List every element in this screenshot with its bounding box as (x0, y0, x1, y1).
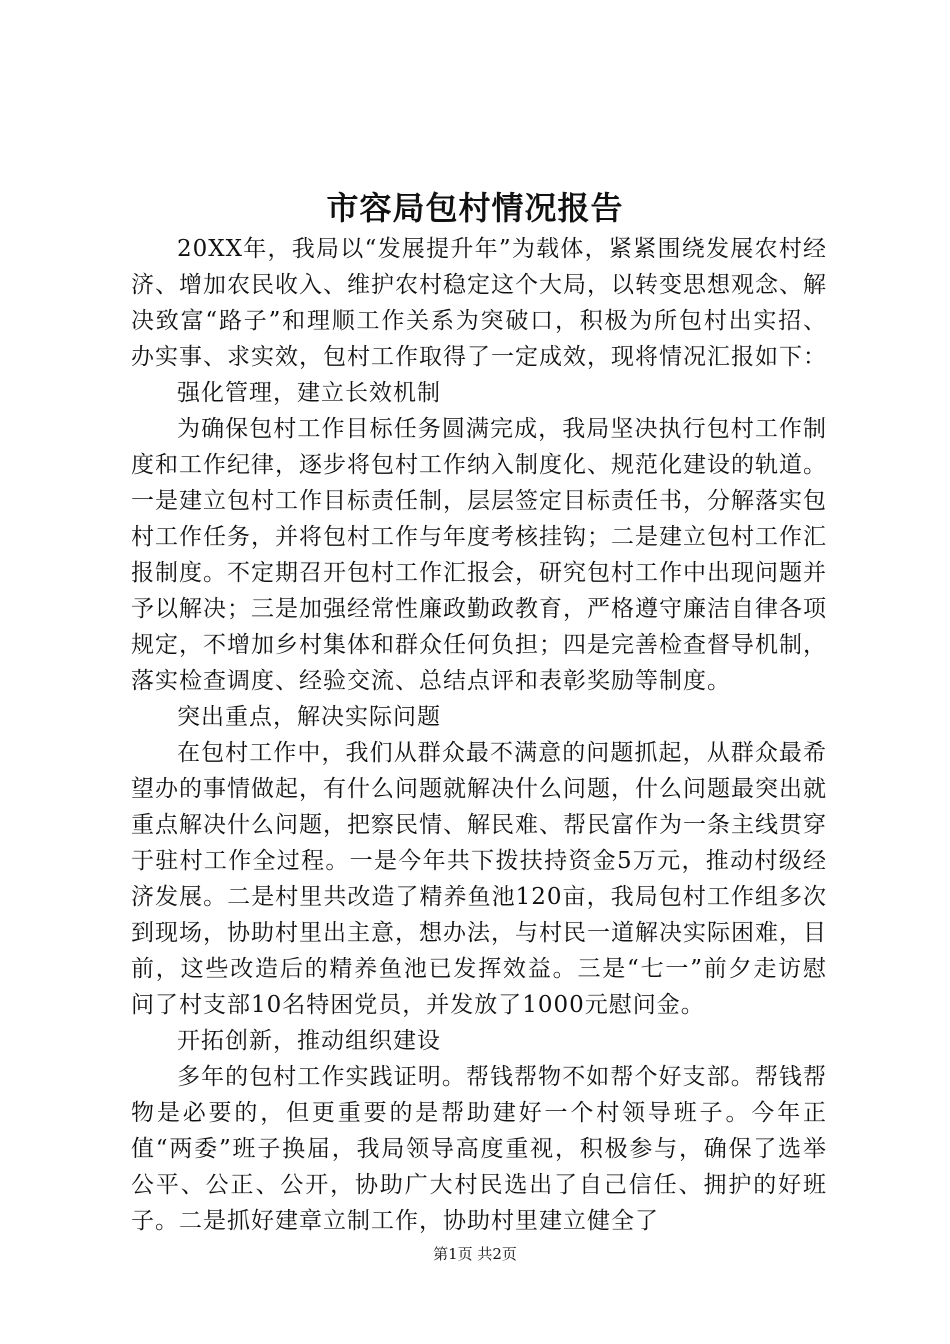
section-heading-1: 强化管理，建立长效机制 (177, 380, 441, 406)
paragraph-section-3: 多年的包村工作实践证明。帮钱帮物不如帮个好支部。帮钱帮物是必要的，但更重要的是帮助建好一个村领导班子。今年正值“两委”班子换届，我局领导高度重视，积极参与，确保了选举公平、公正、公开，协助广大村民选出了自己信任、拥护的好班子。二是抓好建章立制工作，协助村里建立健全了 (131, 1064, 827, 1234)
document-title: 市容局包村情况报告 (326, 189, 624, 227)
document-body (131, 231, 827, 1239)
paragraph-section-2: 在包村工作中，我们从群众最不满意的问题抓起，从群众最希望办的事情做起，有什么问题就解决什么问题，什么问题最突出就重点解决什么问题，把察民情、解民难、帮民富作为一条主线贯穿于驻村工作全过程。一是今年共下拨扶持资金5万元，推动村级经济发展。二是村里共改造了精养鱼池120亩，我局包村工作组多次到现场，协助村里出主意，想办法，与村民一道解决实际困难，目前，这些改造后的精养鱼池已发挥效益。三是“七一”前夕走访慰问了村支部10名特困党员，并发放了1000元慰问金。 (131, 740, 827, 1018)
section-heading-2: 突出重点，解决实际问题 (177, 704, 441, 730)
paragraph-intro: 20XX年，我局以“发展提升年”为载体，紧紧围绕发展农村经济、增加农民收入、维护农村稳定这个大局，以转变思想观念、解决致富“路子”和理顺工作关系为突破口，积极为所包村出实招、办实事、求实效，包村工作取得了一定成效，现将情况汇报如下： (131, 236, 827, 370)
page-footer: 第1页 共2页 (433, 1245, 517, 1263)
section-heading-3: 开拓创新，推动组织建设 (177, 1028, 441, 1054)
paragraph-section-1: 为确保包村工作目标任务圆满完成，我局坚决执行包村工作制度和工作纪律，逐步将包村工作纳入制度化、规范化建设的轨道。一是建立包村工作目标责任制，层层签定目标责任书，分解落实包村工作任务，并将包村工作与年度考核挂钩；二是建立包村工作汇报制度。不定期召开包村工作汇报会，研究包村工作中出现问题并予以解决；三是加强经常性廉政勤政教育，严格遵守廉洁自律各项规定，不增加乡村集体和群众任何负担；四是完善检查督导机制，落实检查调度、经验交流、总结点评和表彰奖励等制度。 (131, 416, 827, 694)
